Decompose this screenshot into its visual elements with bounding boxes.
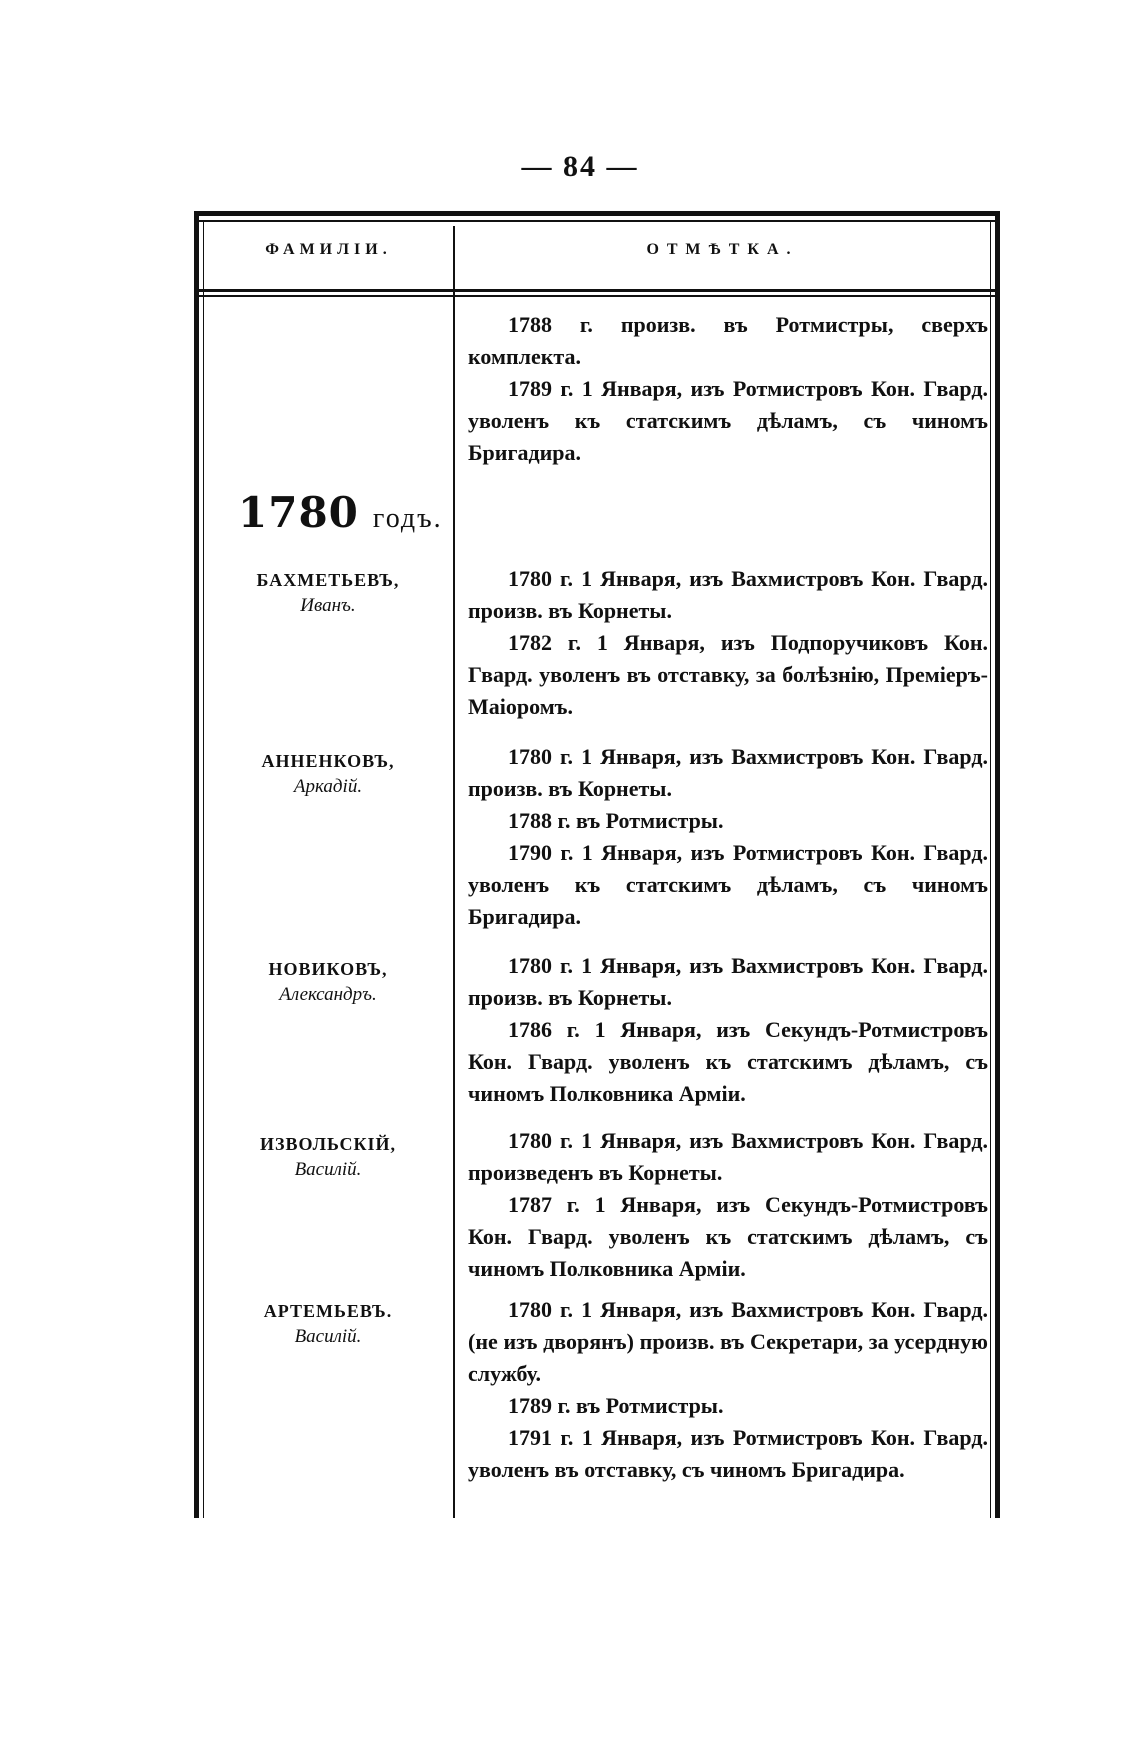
note-paragraph: 1789 г. 1 Января, изъ Ротмистровъ Кон. Гвард. уволенъ къ статскимъ дѣламъ, съ чиномъ Бригадира. xyxy=(468,376,988,465)
note-paragraph: 1780 г. 1 Января, изъ Вахмистровъ Кон. Гвард. произведенъ въ Корнеты. xyxy=(468,1128,988,1185)
entry-notes xyxy=(468,950,988,1110)
entry-name xyxy=(204,1131,452,1183)
entry-surname: БАХМЕТЬЕВЪ, xyxy=(256,570,400,590)
page-number: — 84 — xyxy=(521,150,639,183)
entry-name xyxy=(204,956,452,1008)
note-paragraph: 1780 г. 1 Января, изъ Вахмистровъ Кон. Гвард. произв. въ Корнеты. xyxy=(468,566,988,623)
table-right-border xyxy=(995,211,1000,1518)
note-paragraph: 1788 г. произв. въ Ротмистры, сверхъ комплекта. xyxy=(468,312,988,369)
note-paragraph: 1780 г. 1 Января, изъ Вахмистровъ Кон. Гвард. произв. въ Корнеты. xyxy=(468,953,988,1010)
note-paragraph: 1791 г. 1 Января, изъ Ротмистровъ Кон. Гвард. уволенъ въ отставку, съ чиномъ Бригадира. xyxy=(468,1425,988,1482)
entry-name xyxy=(204,567,452,619)
note-paragraph: 1789 г. въ Ротмистры. xyxy=(508,1393,724,1418)
entry-firstname: Василій. xyxy=(294,1326,362,1347)
entry-notes xyxy=(468,1294,988,1486)
year-word: годъ. xyxy=(372,503,443,534)
entry-surname: АРТЕМЬЕВЪ. xyxy=(263,1301,393,1321)
entry-name xyxy=(204,1298,452,1350)
note-paragraph: 1780 г. 1 Января, изъ Вахмистровъ Кон. Гвард. произв. въ Корнеты. xyxy=(468,744,988,801)
note-paragraph: 1780 г. 1 Января, изъ Вахмистровъ Кон. Гвард. (не изъ дворянъ) произв. въ Секретари, за усердную службу. xyxy=(468,1297,988,1386)
column-header-notes: ОТМѢТКА. xyxy=(646,241,799,258)
header-bottom-rule-thin xyxy=(194,295,1000,297)
table-top-rule-thin xyxy=(194,220,1000,222)
continued-notes xyxy=(468,309,988,469)
note-paragraph: 1788 г. въ Ротмистры. xyxy=(508,808,724,833)
year-number: 1780 xyxy=(238,488,359,537)
entry-notes xyxy=(468,563,988,723)
entry-surname: АННЕНКОВЪ, xyxy=(261,751,395,771)
entry-firstname: Иванъ. xyxy=(300,595,356,616)
entry-surname: ИЗВОЛЬСКІЙ, xyxy=(259,1134,397,1154)
note-paragraph: 1790 г. 1 Января, изъ Ротмистровъ Кон. Гвард. уволенъ къ статскимъ дѣламъ, съ чиномъ Бригадира. xyxy=(468,840,988,929)
entry-firstname: Александръ. xyxy=(279,984,377,1005)
entry-notes xyxy=(468,741,988,933)
entry-firstname: Василій. xyxy=(294,1159,362,1180)
table-right-border-thin xyxy=(990,220,991,1518)
note-paragraph: 1787 г. 1 Января, изъ Секундъ-Ротмистровъ Кон. Гвард. уволенъ къ статскимъ дѣламъ, съ чиномъ Полковника Арміи. xyxy=(468,1192,988,1281)
header-bottom-rule xyxy=(194,289,1000,292)
entry-surname: НОВИКОВЪ, xyxy=(268,959,388,979)
column-divider xyxy=(453,226,455,1518)
table-left-border xyxy=(194,211,199,1518)
table-top-rule xyxy=(194,211,1000,216)
year-heading xyxy=(238,488,443,537)
entry-notes xyxy=(468,1125,988,1285)
note-paragraph: 1786 г. 1 Января, изъ Секундъ-Ротмистровъ Кон. Гвард. уволенъ къ статскимъ дѣламъ, съ чиномъ Полковника Арміи. xyxy=(468,1017,988,1106)
column-header-names: ФАМИЛІИ. xyxy=(265,241,392,258)
entry-name xyxy=(204,748,452,800)
entry-firstname: Аркадій. xyxy=(293,776,363,797)
note-paragraph: 1782 г. 1 Января, изъ Подпоручиковъ Кон. Гвард. уволенъ въ отставку, за болѣзнію, Преміеръ-Маіоромъ. xyxy=(468,630,988,719)
